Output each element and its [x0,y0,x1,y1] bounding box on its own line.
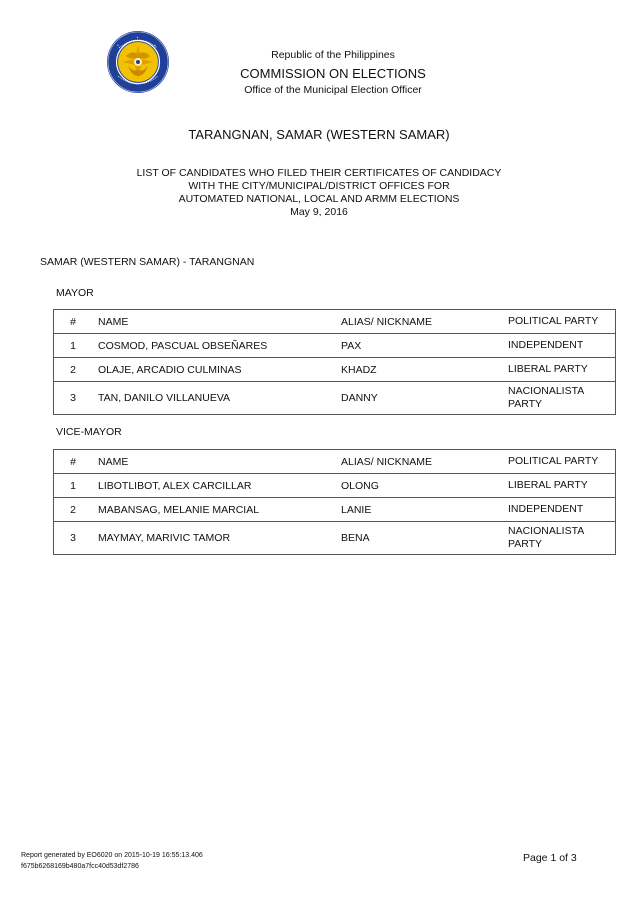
table-row [54,498,616,522]
vice-mayor-table [53,449,616,555]
report-generated-text: Report generated by EO6020 on 2015-10-19 16:55:13.406 [21,852,203,859]
cell-name: TAN, DANILO VILLANUEVA [92,382,341,415]
table-header-row [54,310,616,334]
cell-party: INDEPENDENT [508,498,616,522]
table-row [54,522,616,555]
cell-party: LIBERAL PARTY [508,474,616,498]
svg-text:★: ★ [154,44,156,47]
cell-party: INDEPENDENT [508,334,616,358]
commission-heading: COMMISSION ON ELECTIONS [240,66,426,81]
cell-alias: KHADZ [341,358,508,382]
cell-alias: PAX [341,334,508,358]
col-header-name: NAME [92,450,341,474]
cell-party: NACIONALISTA PARTY [508,382,616,415]
table-row [54,334,616,358]
table-row [54,474,616,498]
position-title-vice-mayor: VICE-MAYOR [56,426,122,438]
col-header-alias: ALIAS/ NICKNAME [341,450,508,474]
col-header-name: NAME [92,310,341,334]
list-title-line: AUTOMATED NATIONAL, LOCAL AND ARMM ELECTIONS [178,193,460,205]
election-date: May 9, 2016 [290,206,348,218]
cell-number: 1 [54,334,93,358]
page-number: Page 1 of 3 [523,852,577,864]
cell-name: COSMOD, PASCUAL OBSEÑARES [92,334,341,358]
table-header-row [54,450,616,474]
col-header-party: POLITICAL PARTY [508,450,616,474]
comelec-seal [106,30,170,94]
cell-alias: LANIE [341,498,508,522]
report-footer [21,850,203,872]
list-title-line: WITH THE CITY/MUNICIPAL/DISTRICT OFFICES FOR [188,180,450,192]
cell-name: MABANSAG, MELANIE MARCIAL [92,498,341,522]
section-title: SAMAR (WESTERN SAMAR) - TARANGNAN [40,256,255,268]
cell-alias: OLONG [341,474,508,498]
cell-alias: DANNY [341,382,508,415]
cell-number: 2 [54,358,93,382]
cell-name: OLAJE, ARCADIO CULMINAS [92,358,341,382]
list-title [0,167,638,219]
table-row [54,382,616,415]
cell-alias: BENA [341,522,508,555]
place-title: TARANGNAN, SAMAR (WESTERN SAMAR) [188,127,450,142]
cell-name: LIBOTLIBOT, ALEX CARCILLAR [92,474,341,498]
col-header-alias: ALIAS/ NICKNAME [341,310,508,334]
mayor-table [53,309,616,415]
cell-number: 3 [54,382,93,415]
cell-number: 1 [54,474,93,498]
svg-text:★: ★ [117,44,119,47]
table-row [54,358,616,382]
col-header-number: # [54,450,93,474]
col-header-number: # [54,310,93,334]
report-hash: f675b6268169b480a7fcc40d53df2786 [21,863,139,870]
cell-party: NACIONALISTA PARTY [508,522,616,555]
list-title-line: LIST OF CANDIDATES WHO FILED THEIR CERTIFICATES OF CANDIDACY [136,167,502,179]
col-header-party: POLITICAL PARTY [508,310,616,334]
office-heading: Office of the Municipal Election Officer [244,84,422,96]
cell-number: 3 [54,522,93,555]
cell-party: LIBERAL PARTY [508,358,616,382]
position-title-mayor: MAYOR [56,287,94,299]
svg-text:★: ★ [136,36,139,39]
cell-number: 2 [54,498,93,522]
cell-name: MAYMAY, MARIVIC TAMOR [92,522,341,555]
republic-heading: Republic of the Philippines [271,49,395,61]
